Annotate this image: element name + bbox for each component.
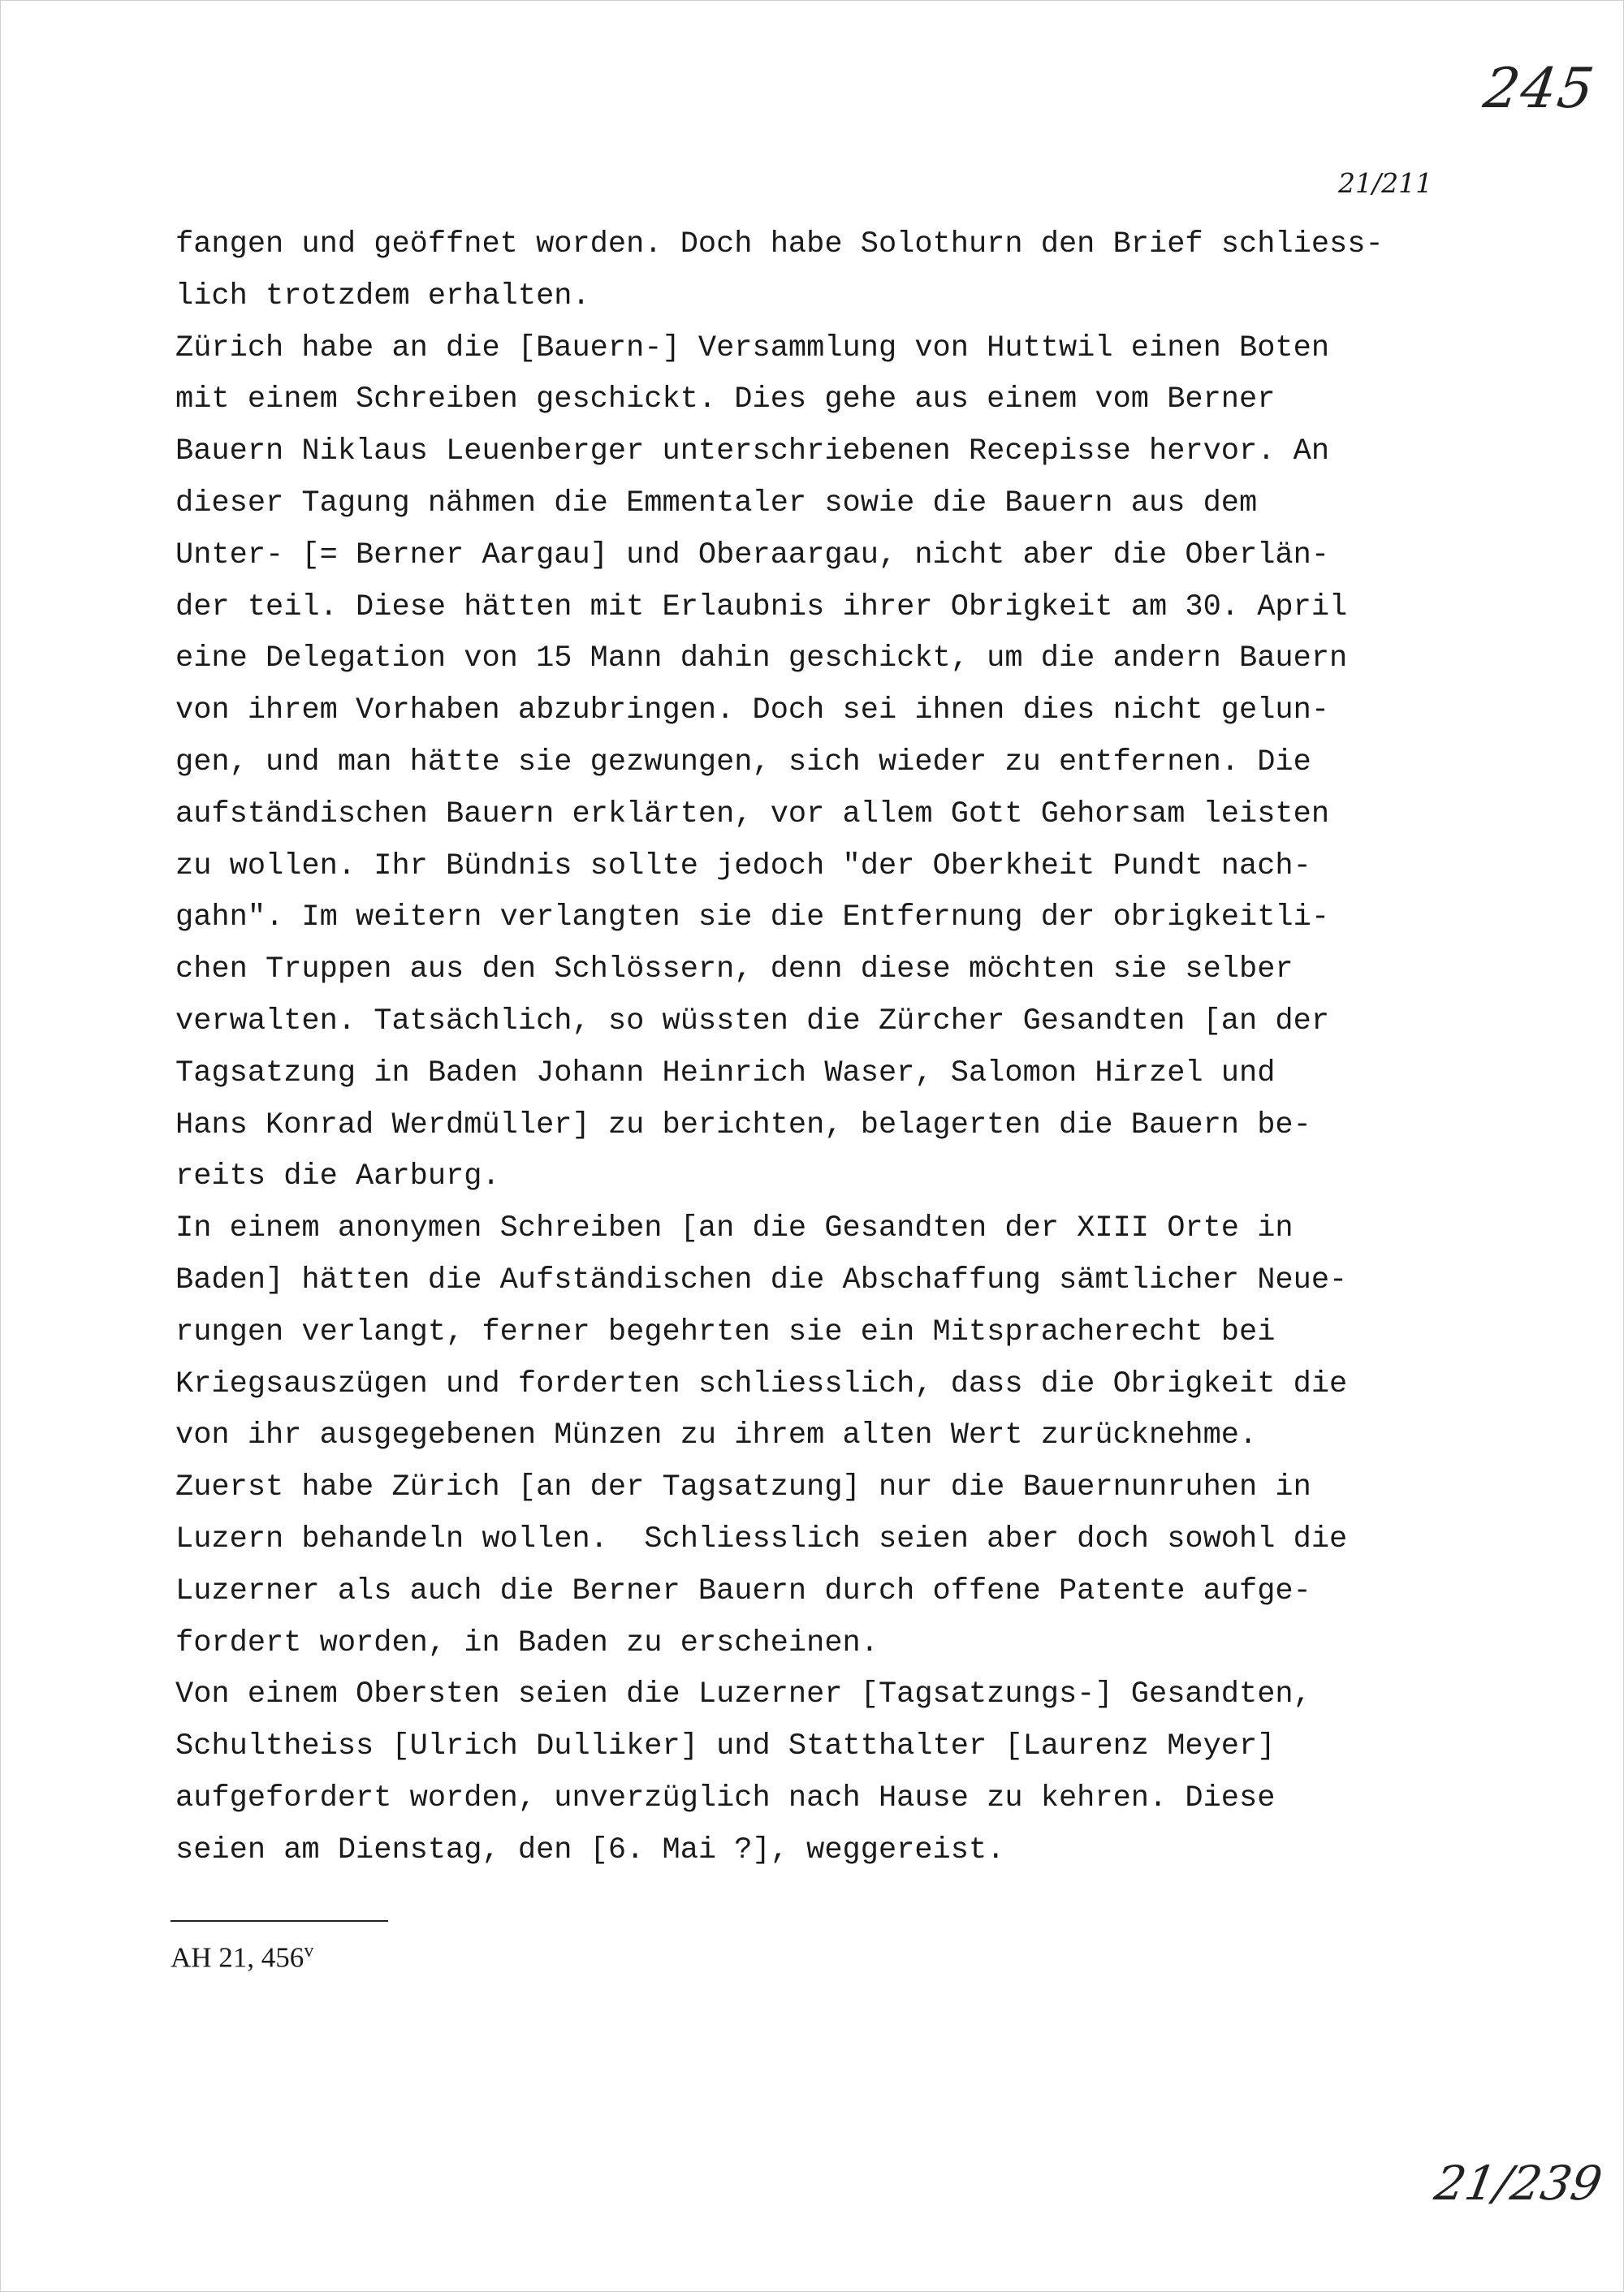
text-line: Tagsatzung in Baden Johann Heinrich Waser, Salomon Hirzel und: [175, 1055, 1276, 1090]
text-line: seien am Dienstag, den [6. Mai ?], weggereist.: [175, 1832, 1005, 1867]
text-line: Hans Konrad Werdmüller] zu berichten, belagerten die Bauern be-: [175, 1107, 1311, 1142]
page-reference: 21/211: [1338, 167, 1433, 199]
footnote: [171, 1940, 313, 1975]
text-line: Zürich habe an die [Bauern-] Versammlung von Huttwil einen Boten: [175, 330, 1330, 365]
text-line: Kriegsauszügen und forderten schliesslich, dass die Obrigkeit die: [175, 1366, 1348, 1401]
footnote-superscript: v: [304, 1940, 314, 1962]
text-line: verwalten. Tatsächlich, so wüssten die Zürcher Gesandten [an der: [175, 1004, 1330, 1038]
text-line: dieser Tagung nähmen die Emmentaler sowie die Bauern aus dem: [175, 486, 1258, 520]
text-line: fordert worden, in Baden zu erscheinen.: [175, 1625, 879, 1660]
handwritten-archive-number: 21/239: [1431, 2156, 1607, 2211]
text-line: fangen und geöffnet worden. Doch habe Solothurn den Brief schliess-: [175, 227, 1384, 261]
text-line: gahn". Im weitern verlangten sie die Entfernung der obrigkeitli-: [175, 900, 1330, 935]
text-line: von ihrem Vorhaben abzubringen. Doch sei ihnen dies nicht gelun-: [175, 693, 1330, 728]
text-line: aufgefordert worden, unverzüglich nach Hause zu kehren. Diese: [175, 1781, 1276, 1815]
text-line: Unter- [= Berner Aargau] und Oberaargau, nicht aber die Oberlän-: [175, 537, 1330, 572]
text-line: In einem anonymen Schreiben [an die Gesandten der XIII Orte in: [175, 1211, 1294, 1246]
text-line: Baden] hätten die Aufständischen die Abschaffung sämtlicher Neue-: [175, 1263, 1348, 1297]
body-text: [175, 219, 1523, 1877]
footnote-rule: [171, 1920, 388, 1922]
text-line: mit einem Schreiben geschickt. Dies gehe aus einem vom Berner: [175, 382, 1276, 417]
text-line: eine Delegation von 15 Mann dahin geschickt, um die andern Bauern: [175, 641, 1348, 676]
text-line: Luzerner als auch die Berner Bauern durch offene Patente aufge-: [175, 1573, 1311, 1608]
text-line: Von einem Obersten seien die Luzerner [Tagsatzungs-] Gesandten,: [175, 1677, 1311, 1712]
text-line: Schultheiss [Ulrich Dulliker] und Statthalter [Laurenz Meyer]: [175, 1729, 1276, 1764]
text-line: lich trotzdem erhalten.: [175, 278, 590, 313]
text-line: zu wollen. Ihr Bündnis sollte jedoch "der Oberkheit Pundt nach-: [175, 848, 1311, 883]
text-line: gen, und man hätte sie gezwungen, sich wieder zu entfernen. Die: [175, 745, 1311, 779]
text-line: Zuerst habe Zürich [an der Tagsatzung] nur die Bauernunruhen in: [175, 1470, 1311, 1505]
text-line: Luzern behandeln wollen. Schliesslich seien aber doch sowohl die: [175, 1522, 1348, 1556]
text-line: von ihr ausgegebenen Münzen zu ihrem alten Wert zurücknehme.: [175, 1418, 1258, 1453]
footnote-text: AH 21, 456: [171, 1941, 304, 1974]
text-line: rungen verlangt, ferner begehrten sie ein Mitspracherecht bei: [175, 1314, 1276, 1349]
text-line: der teil. Diese hätten mit Erlaubnis ihrer Obrigkeit am 30. April: [175, 589, 1348, 624]
handwritten-folio-number: 245: [1479, 57, 1600, 121]
text-line: chen Truppen aus den Schlössern, denn diese möchten sie selber: [175, 952, 1294, 987]
text-line: Bauern Niklaus Leuenberger unterschriebenen Recepisse hervor. An: [175, 434, 1330, 469]
text-line: aufständischen Bauern erklärten, vor allem Gott Gehorsam leisten: [175, 796, 1330, 831]
text-line: reits die Aarburg.: [175, 1159, 500, 1194]
